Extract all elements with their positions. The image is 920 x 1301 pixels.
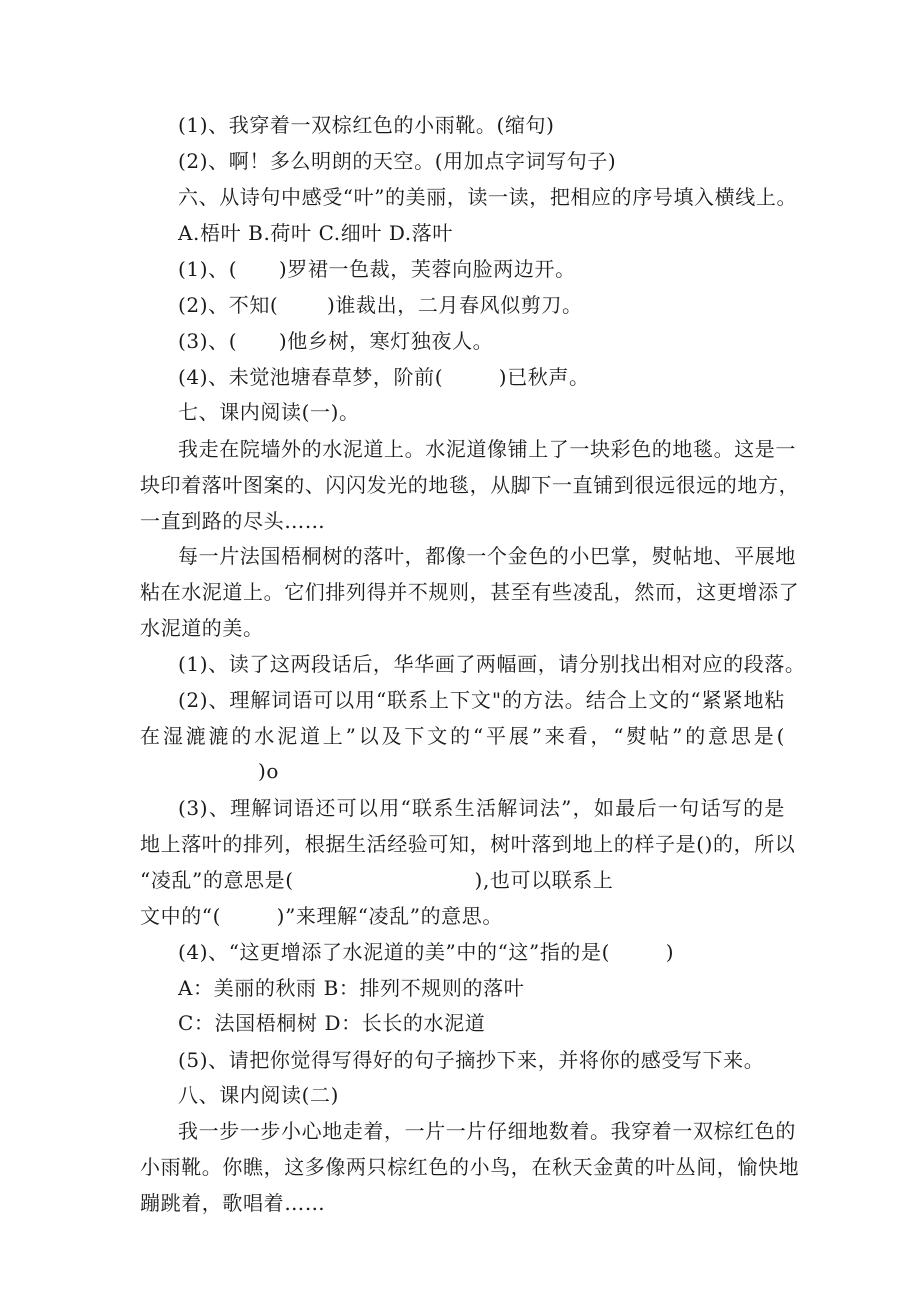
question-7-2-line-1: (2)、理解词语可以用“联系上下文"的方法。结合上文的“紧紧地粘 (178, 688, 785, 712)
section-6-item-1: (1)、( )罗裙一色裁，芙蓉向脸两边开。 (178, 257, 576, 281)
question-8-1: (1)、我穿着一双棕红色的小雨靴。(缩句) (178, 113, 555, 137)
passage-2-line-2: 粘在水泥道上。它们排列得并不规则，甚至有些凌乱，然而，这更增添了 (140, 580, 800, 604)
question-7-3-line-4: 文中的“( )”来理解“凌乱”的意思。 (140, 904, 503, 928)
passage-3-line-3: 蹦跳着，歌唱着…… (140, 1191, 326, 1215)
passage-3-line-1: 我一步一步小心地走着，一片一片仔细地数着。我穿着一双棕红色的 (178, 1119, 796, 1143)
section-8-heading: 八、课内阅读(二) (178, 1083, 340, 1107)
section-6-options: A.梧叶 B.荷叶 C.细叶 D.落叶 (178, 221, 453, 245)
question-7-2-line-2: 在湿漉漉的水泥道上”以及下文的“平展”来看，“熨帖”的意思是( (140, 724, 785, 748)
question-7-3-line-3: “凌乱”的意思是( ),也可以联系上 (140, 868, 614, 892)
section-6-item-4: (4)、未觉池塘春草梦，阶前( )已秋声。 (178, 365, 590, 389)
question-7-2-line-3: )o (258, 759, 280, 783)
question-7-5: (5)、请把你觉得写得好的句子摘抄下来，并将你的感受写下来。 (178, 1048, 765, 1072)
section-6-heading: 六、从诗句中感受“叶”的美丽，读一读，把相应的序号填入横线上。 (178, 185, 798, 209)
passage-2-line-3: 水泥道的美。 (140, 616, 264, 640)
question-7-4: (4)、“这更增添了水泥道的美”中的“这”指的是( ) (178, 940, 675, 964)
section-7-heading: 七、课内阅读(一)。 (178, 400, 360, 424)
passage-1-line-2: 块印着落叶图案的、闪闪发光的地毯，从脚下一直铺到很远很远的地方， (140, 473, 800, 497)
passage-2-line-1: 每一片法国梧桐树的落叶，都像一个金色的小巴掌，熨帖地、平展地 (178, 544, 796, 568)
passage-1-line-1: 我走在院墙外的水泥道上。水泥道像铺上了一块彩色的地毯。这是一 (178, 437, 796, 461)
section-6-item-3: (3)、( )他乡树，寒灯独夜人。 (178, 329, 494, 353)
passage-1-line-3: 一直到路的尽头…… (140, 509, 326, 533)
question-7-3-line-1: (3)、理解词语还可以用“联系生活解词法”，如最后一句话写的是 (178, 796, 785, 820)
section-6-item-2: (2)、不知( )谁裁出，二月春风似剪刀。 (178, 293, 583, 317)
question-7-1: (1)、读了这两段话后，华华画了两幅画，请分别找出相对应的段落。 (178, 652, 806, 676)
passage-3-line-2: 小雨靴。你瞧，这多像两只棕红色的小鸟，在秋天金黄的叶丛间，愉快地 (140, 1155, 800, 1179)
question-7-3-line-2: 地上落叶的排列，根据生活经验可知，树叶落到地上的样子是()的，所以 (140, 832, 796, 856)
question-8-2: (2)、啊！多么明朗的天空。(用加点字词写句子) (178, 149, 617, 173)
question-7-4-options-ab: A：美丽的秋雨 B：排列不规则的落叶 (178, 976, 525, 1000)
question-7-4-options-cd: C：法国梧桐树 D：长长的水泥道 (178, 1011, 486, 1035)
